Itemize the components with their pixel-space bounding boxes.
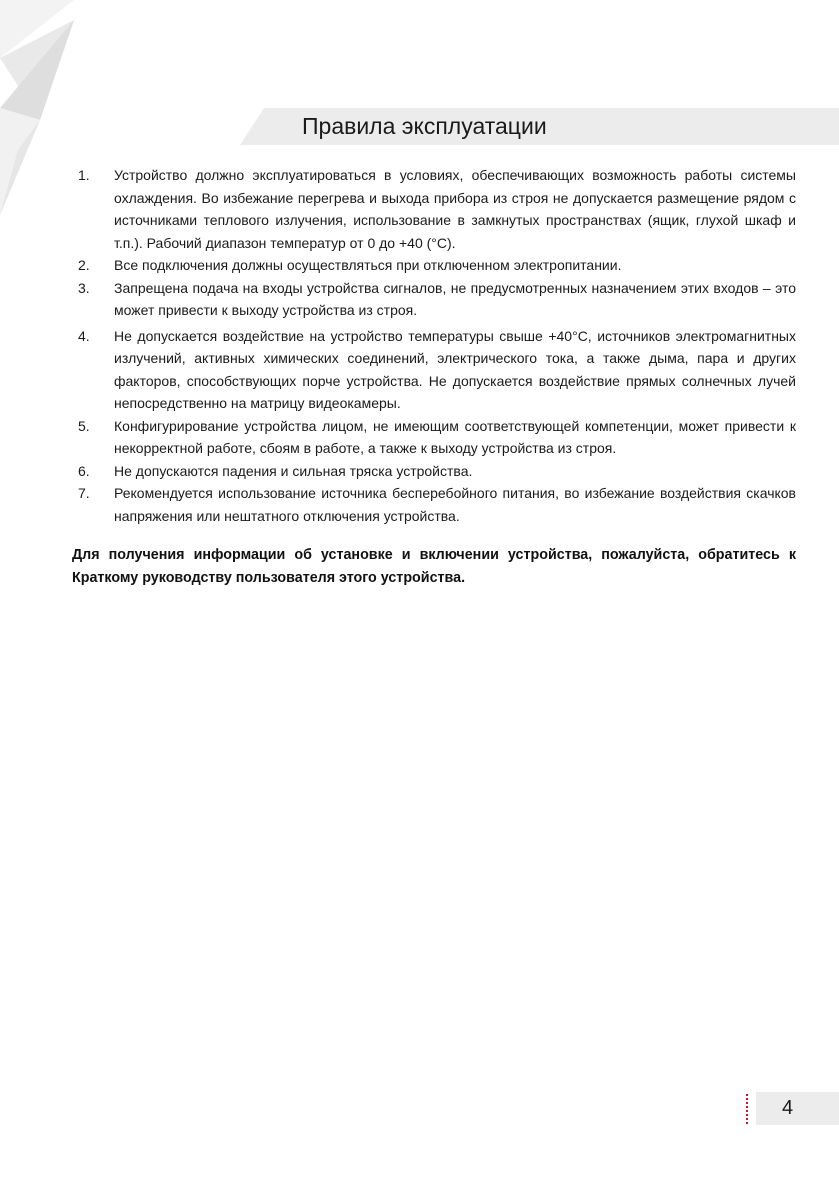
page-number: 4 (782, 1097, 794, 1119)
list-item-number: 3. (78, 279, 90, 296)
list-item (78, 254, 796, 277)
rules-list (78, 164, 796, 527)
list-item (78, 277, 796, 322)
list-item-text: Все подключения должны осуществляться при отключенном электропитании. (114, 257, 622, 273)
list-item-text: Рекомендуется использование источника бесперебойного питания, во избежание воздействия скачков напряжения или нештатного отключения устройства. (114, 485, 796, 524)
list-item (78, 460, 796, 483)
list-item (78, 415, 796, 460)
page-number-divider (746, 1094, 748, 1124)
list-item-number: 6. (78, 462, 90, 479)
list-item (78, 164, 796, 254)
list-item-number: 4. (78, 327, 90, 344)
page-title: Правила эксплуатации (302, 113, 547, 139)
list-item-number: 5. (78, 417, 90, 434)
list-item-text: Запрещена подача на входы устройства сигналов, не предусмотренных назначением этих входов – это может привести к выходу устройства из строя. (114, 279, 796, 318)
list-item-text: Не допускается воздействие на устройство температуры свыше +40°С, источников электромагнитных излучений, активных химических соединений, электрического тока, а также дыма, пара и других факторов, способствующих порче устройства. Не допускается воздействие прямых солнечных лучей непосредственно на матрицу видеокамеры. (114, 327, 796, 411)
list-item-number: 7. (78, 485, 90, 501)
list-item-text: Конфигурирование устройства лицом, не имеющим соответствующей компетенции, может привести к некорректной работе, сбоям в работе, а также к выходу устройства из строя. (114, 417, 796, 456)
list-item (78, 482, 796, 527)
list-item-text: Устройство должно эксплуатироваться в условиях, обеспечивающих возможность работы системы охлаждения. Во избежание перегрева и выхода прибора из строя не допускается размещение рядом с источниками теплового излучения, использование в замкнутых пространствах (ящик, глухой шкаф и т.п.). Рабочий диапазон температур от 0 до +40 (°С). (114, 167, 796, 251)
list-item-number: 2. (78, 257, 90, 273)
reference-note: Для получения информации об установке и включении устройства, пожалуйста, обратитесь к Краткому руководству пользователя этого устройства. (72, 547, 796, 586)
list-item-text: Не допускаются падения и сильная тряска устройства. (114, 462, 473, 479)
list-item-number: 1. (78, 167, 90, 183)
page-number-box (756, 1092, 839, 1125)
list-item (78, 325, 796, 415)
